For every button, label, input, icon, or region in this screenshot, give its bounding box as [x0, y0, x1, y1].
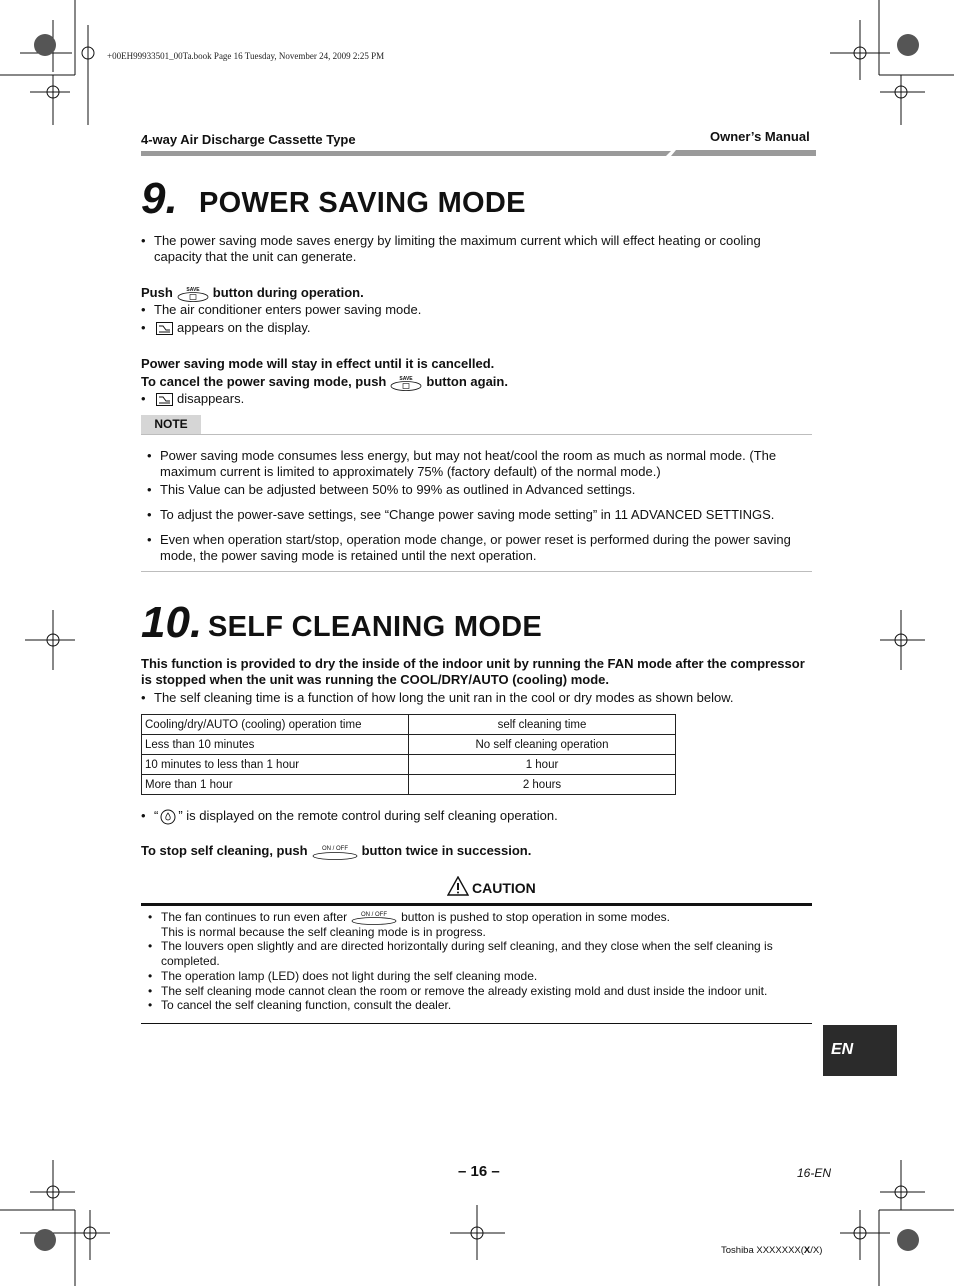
table-row	[142, 775, 676, 795]
table-header-cell: Cooling/dry/AUTO (cooling) operation time	[142, 715, 409, 735]
section-9-title: POWER SAVING MODE	[199, 187, 526, 219]
table-row	[142, 735, 676, 755]
caution-title: CAUTION	[472, 880, 536, 896]
table-cell: 1 hour	[409, 755, 676, 775]
page-code: 16-EN	[797, 1166, 832, 1180]
section-9-number: 9.	[141, 174, 178, 223]
header-product-type: 4-way Air Discharge Cassette Type	[141, 132, 356, 147]
table-cell: Less than 10 minutes	[142, 735, 409, 755]
power-saving-display-icon	[156, 322, 173, 335]
language-tab	[823, 1025, 897, 1076]
table-cell: 10 minutes to less than 1 hour	[142, 755, 409, 775]
table-row	[142, 755, 676, 775]
table-header-cell: self cleaning time	[409, 715, 676, 735]
on-off-button-icon	[351, 911, 397, 925]
page-number: – 16 –	[458, 1163, 500, 1180]
push-save-instruction: Push SAVE button during operation.	[141, 285, 364, 300]
svg-text:ON / OFF: ON / OFF	[361, 911, 388, 918]
power-saving-display-icon	[156, 393, 173, 406]
note-top-rule	[141, 434, 812, 435]
cancel-instruction: To cancel the power saving mode, push SAVE button again.	[141, 374, 508, 389]
caution-bottom-rule	[141, 1023, 812, 1024]
header-divider	[141, 150, 816, 156]
table-cell: More than 1 hour	[142, 775, 409, 795]
save-button-icon	[390, 375, 422, 391]
language-tab-label: EN	[831, 1041, 854, 1058]
table-cell: No self cleaning operation	[409, 735, 676, 755]
self-cleaning-time-table	[141, 714, 676, 795]
caution-warning-icon	[447, 876, 469, 896]
svg-text:SAVE: SAVE	[186, 286, 200, 293]
caution-top-rule	[141, 903, 812, 906]
footer-document-code: Toshiba XXXXXXX(X/X)	[721, 1245, 823, 1256]
self-cleaning-intro: This function is provided to dry the inside of the indoor unit by running the FAN mode after the compressor is stopped when the unit was running the COOL/DRY/AUTO (cooling) mode.	[141, 656, 805, 687]
on-off-button-icon	[312, 844, 358, 860]
save-button-icon	[177, 286, 209, 302]
stop-self-cleaning-instruction: To stop self cleaning, push ON / OFF button twice in succession.	[141, 843, 532, 858]
table-header-row	[142, 715, 676, 735]
section-10-title: SELF CLEANING MODE	[208, 611, 543, 643]
section-10-number: 10.	[141, 598, 203, 647]
note-bottom-rule	[141, 571, 812, 572]
svg-text:ON / OFF: ON / OFF	[321, 845, 348, 852]
svg-text:SAVE: SAVE	[399, 375, 413, 382]
stay-in-effect: Power saving mode will stay in effect until it is cancelled.	[141, 356, 495, 371]
print-info: +00EH99933501_00Ta.book Page 16 Tuesday, November 24, 2009 2:25 PM	[107, 51, 385, 61]
self-cleaning-icon	[159, 809, 177, 825]
note-label: NOTE	[141, 415, 201, 434]
table-cell: 2 hours	[409, 775, 676, 795]
header-manual-title: Owner’s Manual	[710, 129, 810, 144]
